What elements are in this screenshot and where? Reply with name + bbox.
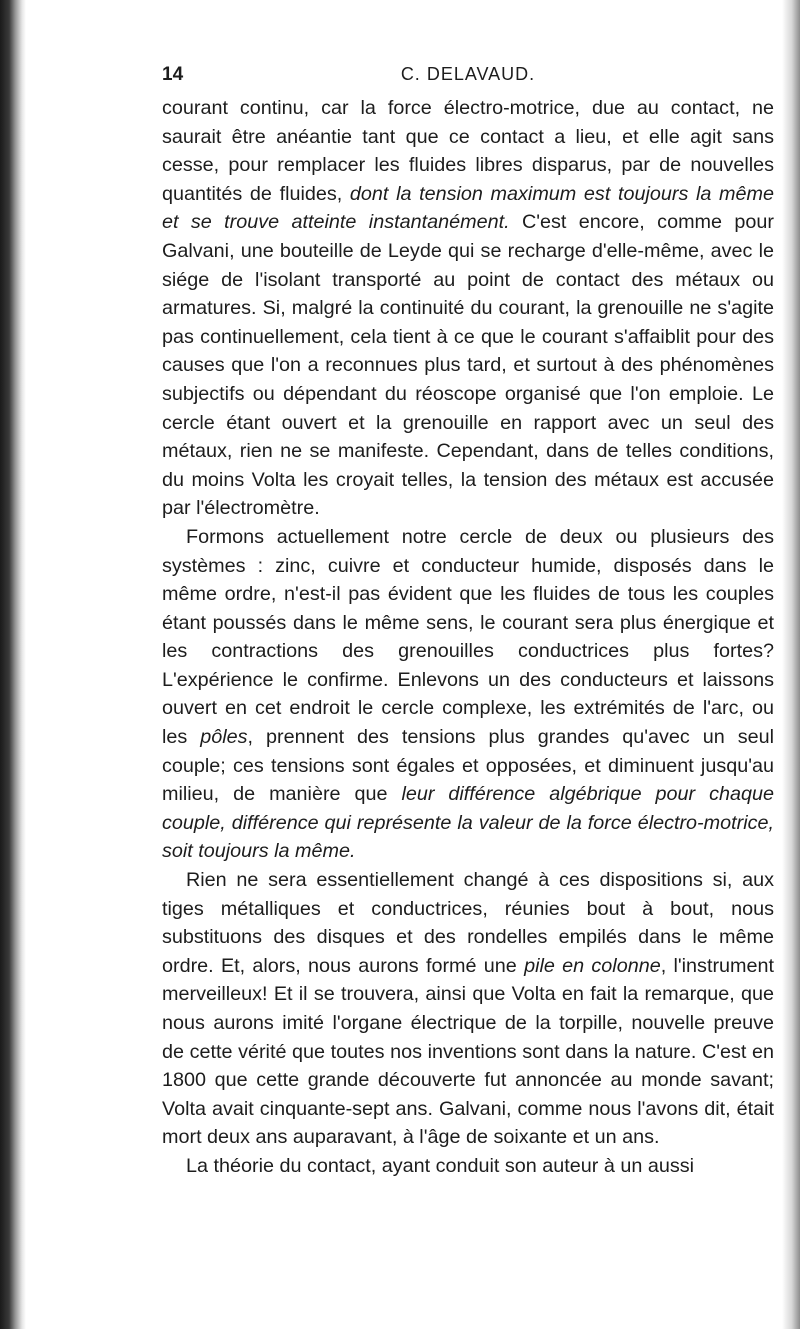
page-header: C. DELAVAUD. xyxy=(400,64,536,84)
paragraph-2-segment-1: Formons actuellement notre cercle de deux ou plusieurs des systèmes : zinc, cuivre et conducteur humide, disposés dans le même ordre, n'est-il pas évident que les fluides de tous les couples étant poussés dans le même sens, le courant sera plus énergique et les contractions des grenouilles conductrices plus fortes? L'expérience le confirme. Enlevons un des conducteurs et laissons ouvert en cet endroit le cercle complexe, les extrémités de l'arc, ou les xyxy=(162,525,774,749)
paragraph-3-segment-1: Rien ne sera essentiellement changé à ces dispositions si, aux tiges métalliques et conductrices, réunies bout à bout, nous substituons des disques et des rondelles empilés dans le même ordre. Et, alors, nous aurons formé une xyxy=(162,869,774,977)
paragraph-3 xyxy=(162,866,774,1152)
book-page xyxy=(162,58,774,1181)
paragraph-2-italic-poles: pôles xyxy=(200,726,248,749)
paragraph-1-segment-1: courant continu, car la force électro-motrice, due au contact, ne saurait être anéantie tant que ce contact a lieu, et elle agit sans cesse, pour remplacer les fluides libres disparus, par de nouvelles quantités de fluides, xyxy=(162,97,774,205)
body-text xyxy=(162,94,774,1181)
paragraph-3-italic-pile: pile en colonne xyxy=(524,954,661,977)
paragraph-2-italic-segment: leur différence algébrique pour chaque couple, différence qui représente la valeur de la force électro-motrice, soit toujours la même. xyxy=(162,783,774,863)
paragraph-1-segment-3: C'est encore, comme pour Galvani, une bouteille de Leyde qui se recharge d'elle-même, avec le siége de l'isolant transporté au point de contact des métaux ou armatures. Si, malgré la continuité du courant, la grenouille ne s'agite pas continuellement, cela tient à ce que le courant s'affaiblit pour des causes que l'on a reconnues plus tard, et surtout à des phénomènes subjectifs ou dépendant du réoscope organisé que l'on emploie. Le cercle étant ouvert et la grenouille en rapport avec un seul des métaux, rien ne se manifeste. Cependant, dans de telles conditions, du moins Volta les croyait telles, la tension des métaux est accusée par l'électromètre. xyxy=(162,211,775,520)
paragraph-3-segment-3: , l'instrument merveilleux! Et il se trouvera, ainsi que Volta en fait la remarque, que nous aurons imité l'organe électrique de la torpille, nouvelle preuve de cette vérité que toutes nos inventions sont dans la nature. C'est en 1800 que cette grande découverte fut annoncée au monde savant; Volta avait cinquante-sept ans. Galvani, comme nous l'avons dit, était mort deux ans auparavant, à l'âge de soixante et un ans. xyxy=(162,954,775,1149)
paragraph-4 xyxy=(162,1152,774,1181)
paragraph-1-italic-segment: dont la tension maximum est toujours la même et se trouve atteinte instantanément. xyxy=(162,182,774,234)
running-head xyxy=(162,58,774,94)
page-number: 14 xyxy=(162,64,184,85)
paragraph-1 xyxy=(162,94,774,523)
paragraph-2 xyxy=(162,523,774,866)
paragraph-4-segment-1: La théorie du contact, ayant conduit son auteur à un aussi xyxy=(186,1154,695,1177)
scan-shadow-left xyxy=(0,0,26,1329)
scan-shadow-right xyxy=(782,0,800,1329)
paragraph-2-segment-3: , prennent des tensions plus grandes qu'avec un seul couple; ces tensions sont égales et opposées, et diminuent jusqu'au milieu, de manière que xyxy=(162,726,774,806)
